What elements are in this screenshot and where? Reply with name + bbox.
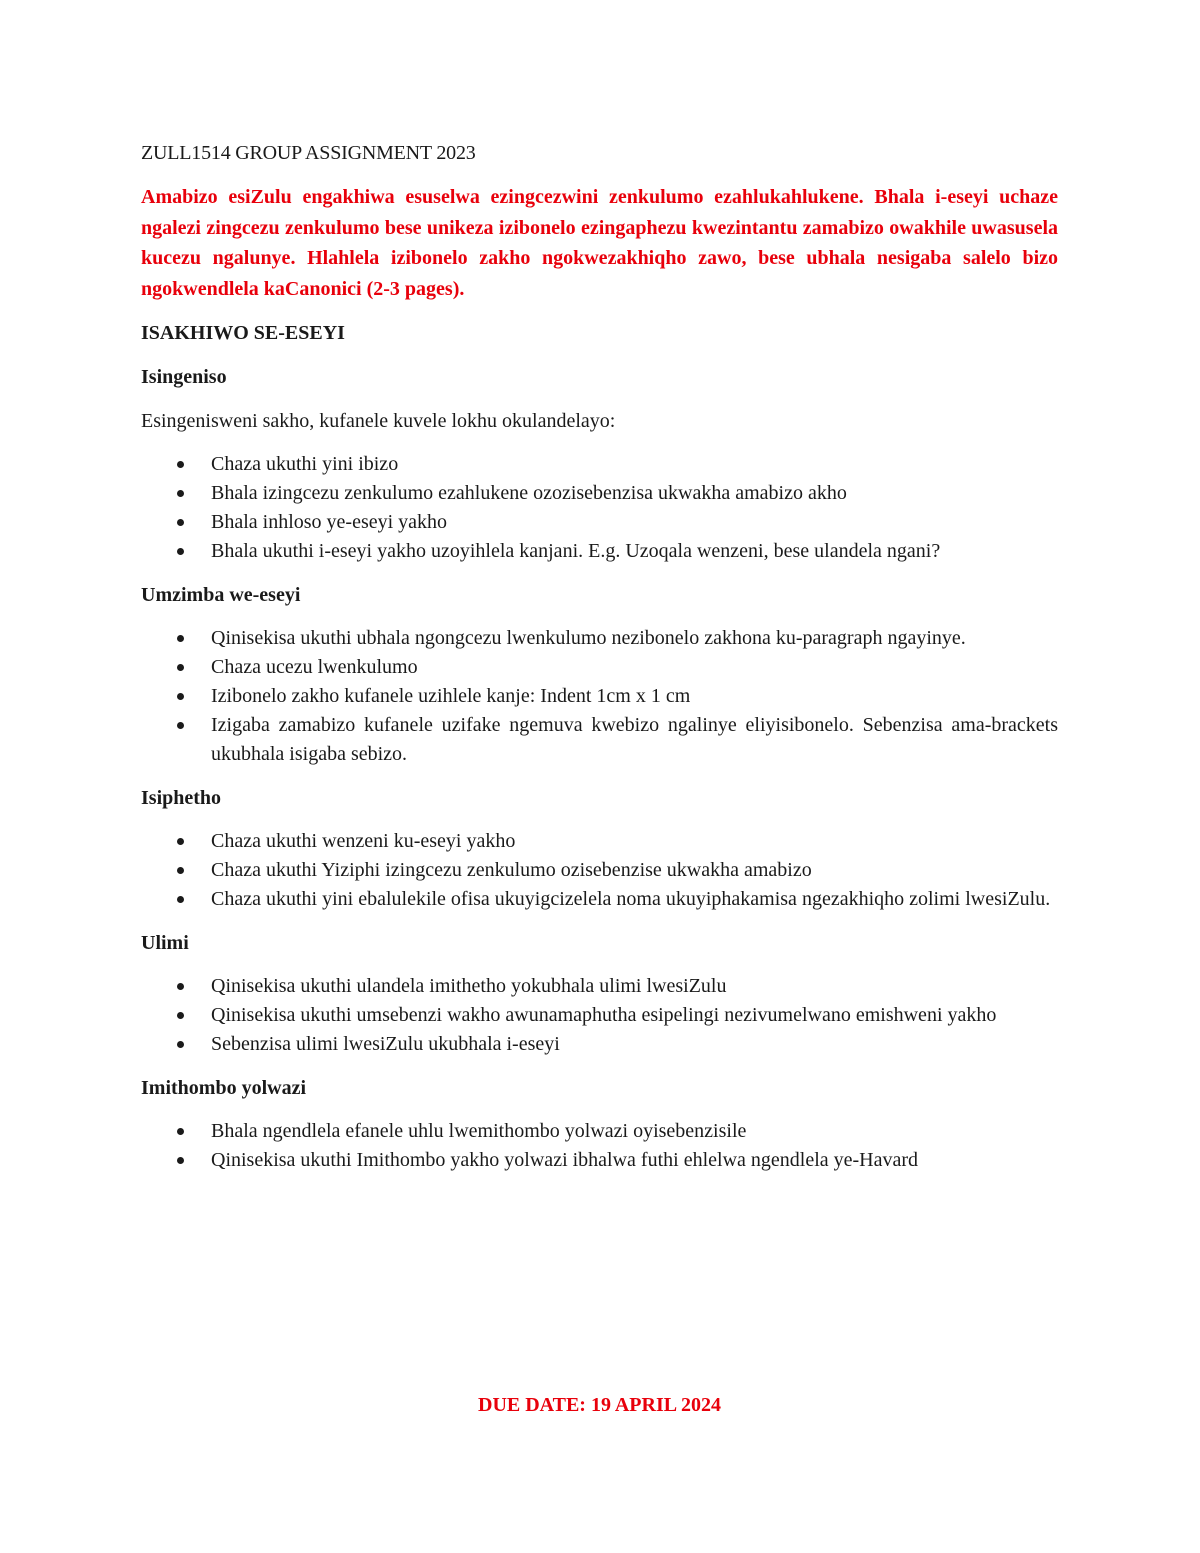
bullet-icon [177,896,184,903]
list-item [141,682,1058,711]
bullet-icon [177,983,184,990]
list-item-text: Bhala ngendlela efanele uhlu lwemithombo yolwazi oyisebenzisile [211,1120,747,1142]
bullet-icon [177,1157,184,1164]
bullet-list-ulimi [141,972,1058,1059]
list-item-text: Bhala izingcezu zenkulumo ezahlukene ozozisebenzisa ukwakha amabizo akho [211,482,847,504]
list-item-text: Chaza ucezu lwenkulumo [211,656,418,678]
bullet-list-umzimba [141,624,1058,769]
list-item-text: Qinisekisa ukuthi Imithombo yakho yolwazi ibhalwa futhi ehlelwa ngendlela ye-Havard [211,1149,919,1171]
list-item-text: Qinisekisa ukuthi ubhala ngongcezu lwenkulumo nezibonelo zakhona ku-paragraph ngayinye. [211,627,966,649]
list-item [141,1001,1058,1030]
bullet-icon [177,1128,184,1135]
document-title: ZULL1514 GROUP ASSIGNMENT 2023 [141,142,476,164]
list-item [141,856,1058,885]
bullet-icon [177,1012,184,1019]
list-item [141,624,1058,653]
bullet-icon [177,635,184,642]
section-heading-isiphetho: Isiphetho [141,787,222,809]
list-item [141,1117,1058,1146]
bullet-list-isingeniso [141,450,1058,566]
bullet-icon [177,867,184,874]
document-page [141,138,1058,1416]
list-item-text: Sebenzisa ulimi lwesiZulu ukubhala i-eseyi [211,1033,560,1055]
list-item-text: Bhala ukuthi i-eseyi yakho uzoyihlela kanjani. E.g. Uzoqala wenzeni, bese ulandela ngani? [211,540,941,562]
section-heading-ulimi: Ulimi [141,932,189,954]
list-item-text: Chaza ukuthi Yiziphi izingcezu zenkulumo ozisebenzise ukwakha amabizo [211,859,812,881]
bullet-icon [177,693,184,700]
list-item [141,972,1058,1001]
list-item-text: Bhala inhloso ye-eseyi yakho [211,511,448,533]
list-item-text: Izibonelo zakho kufanele uzihlele kanje: Indent 1cm x 1 cm [211,685,691,707]
bullet-icon [177,490,184,497]
list-item [141,508,1058,537]
list-item-text: Chaza ukuthi yini ebalulekile ofisa ukuyigcizelela noma ukuyiphakamisa ngezakhiqho zolimi lwesiZulu. [211,888,1051,910]
bullet-icon [177,548,184,555]
bullet-icon [177,519,184,526]
bullet-list-imithombo [141,1117,1058,1175]
list-item [141,479,1058,508]
list-item [141,1146,1058,1175]
bullet-icon [177,1041,184,1048]
assignment-instructions: Amabizo esiZulu engakhiwa esuselwa ezingcezwini zenkulumo ezahlukahlukene. Bhala i-eseyi uchaze ngalezi zingcezu zenkulumo bese unikeza izibonelo ezingaphezu kwezintantu zamabizo owakhile uwasusela kucezu ngalunye. Hlahlela izibonelo zakho ngokwezakhiqho zawo, bese ubhala nesigaba salelo bizo ngokwendlela kaCanonici (2-3 pages). [141,186,1058,300]
bullet-icon [177,838,184,845]
list-item-text: Qinisekisa ukuthi umsebenzi wakho awunamaphutha esipelingi nezivumelwano emishweni yakho [211,1004,997,1026]
list-item-text: Izigaba zamabizo kufanele uzifake ngemuva kwebizo ngalinye eliyisibonelo. Sebenzisa ama-brackets ukubhala isigaba sebizo. [211,714,1058,765]
list-item [141,827,1058,856]
bullet-icon [177,722,184,729]
section-heading-isingeniso: Isingeniso [141,366,227,388]
list-item [141,1030,1058,1059]
bullet-list-isiphetho [141,827,1058,914]
bullet-icon [177,461,184,468]
list-item-text: Chaza ukuthi yini ibizo [211,453,399,475]
section-intro-isingeniso: Esingenisweni sakho, kufanele kuvele lokhu okulandelayo: [141,410,616,432]
due-date: DUE DATE: 19 APRIL 2024 [478,1394,721,1416]
list-item [141,653,1058,682]
list-item [141,711,1058,769]
list-item [141,450,1058,479]
structure-heading: ISAKHIWO SE-ESEYI [141,322,345,344]
list-item-text: Qinisekisa ukuthi ulandela imithetho yokubhala ulimi lwesiZulu [211,975,727,997]
list-item [141,885,1058,914]
list-item-text: Chaza ukuthi wenzeni ku-eseyi yakho [211,830,516,852]
list-item [141,537,1058,566]
section-heading-umzimba: Umzimba we-eseyi [141,584,301,606]
section-heading-imithombo: Imithombo yolwazi [141,1077,306,1099]
bullet-icon [177,664,184,671]
